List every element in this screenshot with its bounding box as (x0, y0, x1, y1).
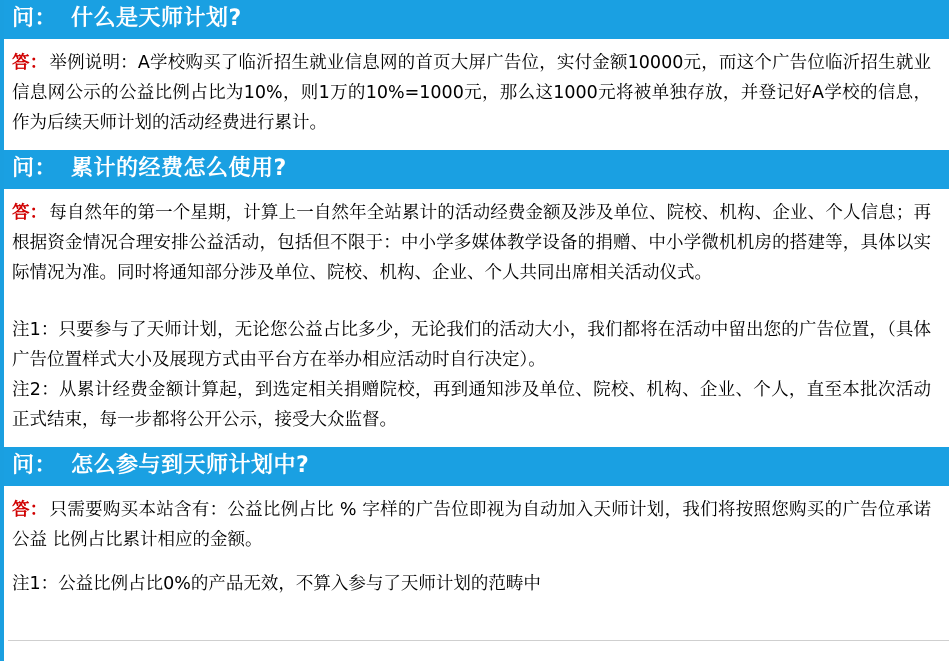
answer-label-3: 答： (12, 499, 48, 520)
answer-text-1: 举例说明：A学校购买了临沂招生就业信息网的首页大屏广告位，实付金额10000元，而这个广告位临沂招生就业信息网公示的公益比例占比为10%，则1万的10%=1000元，那么这1000元将被单独存放，并登记好A学校的信息，作为后续天师计划的活动经费进行累计。 (12, 53, 932, 134)
question-bar-1 (4, 0, 949, 39)
answer-paragraph-2 (12, 198, 931, 288)
section-spacer-2 (4, 439, 949, 447)
question-label-1: 问： (12, 6, 58, 31)
answer-paragraph-1 (12, 48, 931, 138)
question-label-3: 问： (12, 452, 58, 478)
answer-text-3: 只需要购买本站含有：公益比例占比 % 字样的广告位即视为自动加入天师计划，我们将按照您购买的广告位承诺公益 比例占比累计相应的金额。 (12, 499, 931, 551)
question-label-2: 问： (12, 156, 58, 182)
faq-section-2 (4, 150, 949, 439)
section-spacer-1 (4, 142, 949, 150)
answer-paragraph-3 (12, 495, 931, 555)
question-text-2: 累计的经费怎么使用? (71, 156, 287, 182)
question-bar-2 (4, 150, 949, 189)
bottom-divider (8, 640, 949, 641)
note-2-1: 注1：只要参与了天师计划，无论您公益占比多少，无论我们的活动大小，我们都将在活动中留出您的广告位置，（具体广告位置样式大小及展现方式由平台方在举办相应活动时自行决定）。 (12, 319, 931, 370)
faq-section-1 (4, 0, 949, 142)
question-bar-3 (4, 447, 949, 486)
question-text-1: 什么是天师计划? (71, 6, 242, 31)
answer-block-3 (4, 486, 949, 603)
faq-section-3 (4, 447, 949, 603)
question-text-3: 怎么参与到天师计划中? (71, 452, 310, 478)
note-3-1: 注1：公益比例占比0%的产品无效，不算入参与了天师计划的范畴中 (12, 574, 541, 595)
note-gap-2 (12, 289, 931, 315)
answer-block-1 (4, 39, 949, 142)
answer-label-1: 答： (12, 53, 48, 73)
note-gap-3 (12, 555, 931, 569)
answer-label-2: 答： (12, 203, 48, 224)
answer-block-2 (4, 189, 949, 439)
answer-text-2: 每自然年的第一个星期，计算上一自然年全站累计的活动经费金额及涉及单位、院校、机构、企业、个人信息；再根据资金情况合理安排公益活动，包括但不限于：中小学多媒体教学设备的捐赠、中小学微机机房的搭建等，具体以实际情况为准。同时将通知部分涉及单位、院校、机构、企业、个人共同出席相关活动仪式。 (12, 203, 932, 284)
note-2-2: 注2：从累计经费金额计算起，到选定相关捐赠院校，再到通知涉及单位、院校、机构、企业、个人，直至本批次活动正式结束，每一步都将公开公示，接受大众监督。 (12, 379, 931, 430)
